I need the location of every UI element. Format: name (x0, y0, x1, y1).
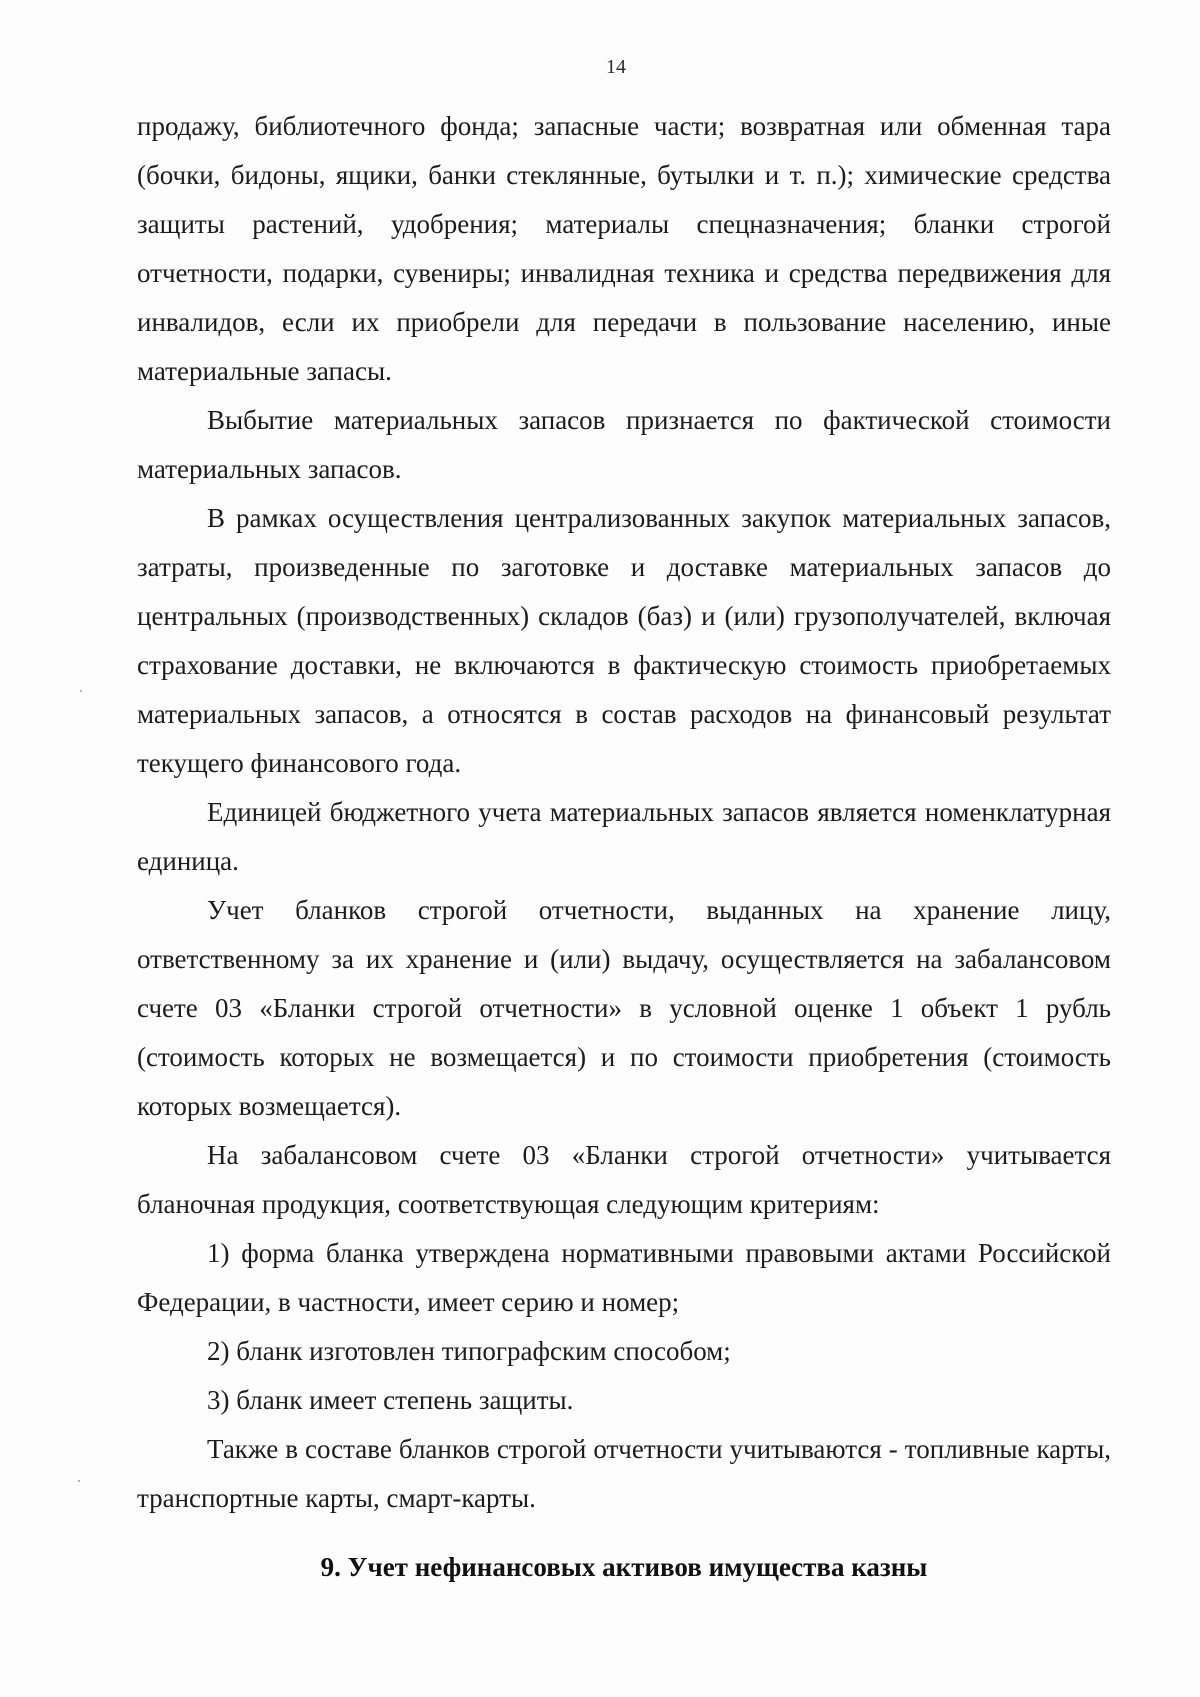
scan-speck (78, 1480, 80, 1482)
section-heading: 9. Учет нефинансовых активов имущества казны (320, 1552, 928, 1582)
scan-speck (80, 690, 82, 692)
paragraph-continuation: продажу, библиотечного фонда; запасные части; возвратная или обменная тара (бочки, бидоны, ящики, банки стеклянные, бутылки и т. п.); химические средства защиты растений, удобрения; материалы спецназначения; бланки строгой отчетности, подарки, сувениры; инвалидная техника и средства передвижения для инвалидов, если их приобрели для передачи в пользование населению, иные материальные запасы. (137, 111, 1111, 386)
paragraph-off-balance-criteria: На забалансовом счете 03 «Бланки строгой отчетности» учитывается бланочная продукция, соответствующая следующим критериям: (137, 1140, 1111, 1219)
page-number: 14 (606, 56, 626, 78)
list-item-criterion-1: 1) форма бланка утверждена нормативными правовыми актами Российской Федерации, в частности, имеет серию и номер; (137, 1238, 1111, 1317)
list-item-criterion-2: 2) бланк изготовлен типографским способом; (207, 1336, 731, 1366)
paragraph-cards: Также в составе бланков строгой отчетности учитываются - топливные карты, транспортные карты, смарт-карты. (137, 1434, 1111, 1513)
paragraph-disposal: Выбытие материальных запасов признается по фактической стоимости материальных запасов. (137, 405, 1111, 484)
body-text (137, 102, 1111, 1523)
paragraph-accounting-unit: Единицей бюджетного учета материальных запасов является номенклатурная единица. (137, 797, 1111, 876)
paragraph-centralized-purchases: В рамках осуществления централизованных закупок материальных запасов, затраты, произведенные по заготовке и доставке материальных запасов до центральных (производственных) складов (баз) и (или) грузополучателей, включая страхование доставки, не включаются в фактическую стоимость приобретаемых материальных запасов, а относятся в состав расходов на финансовый результат текущего финансового года. (137, 503, 1111, 778)
list-item-criterion-3: 3) бланк имеет степень защиты. (207, 1385, 574, 1415)
paragraph-strict-forms: Учет бланков строгой отчетности, выданных на хранение лицу, ответственному за их хранение и (или) выдачу, осуществляется на забалансовом счете 03 «Бланки строгой отчетности» в условной оценке 1 объект 1 рубль (стоимость которых не возмещается) и по стоимости приобретения (стоимость которых возмещается). (137, 895, 1111, 1121)
